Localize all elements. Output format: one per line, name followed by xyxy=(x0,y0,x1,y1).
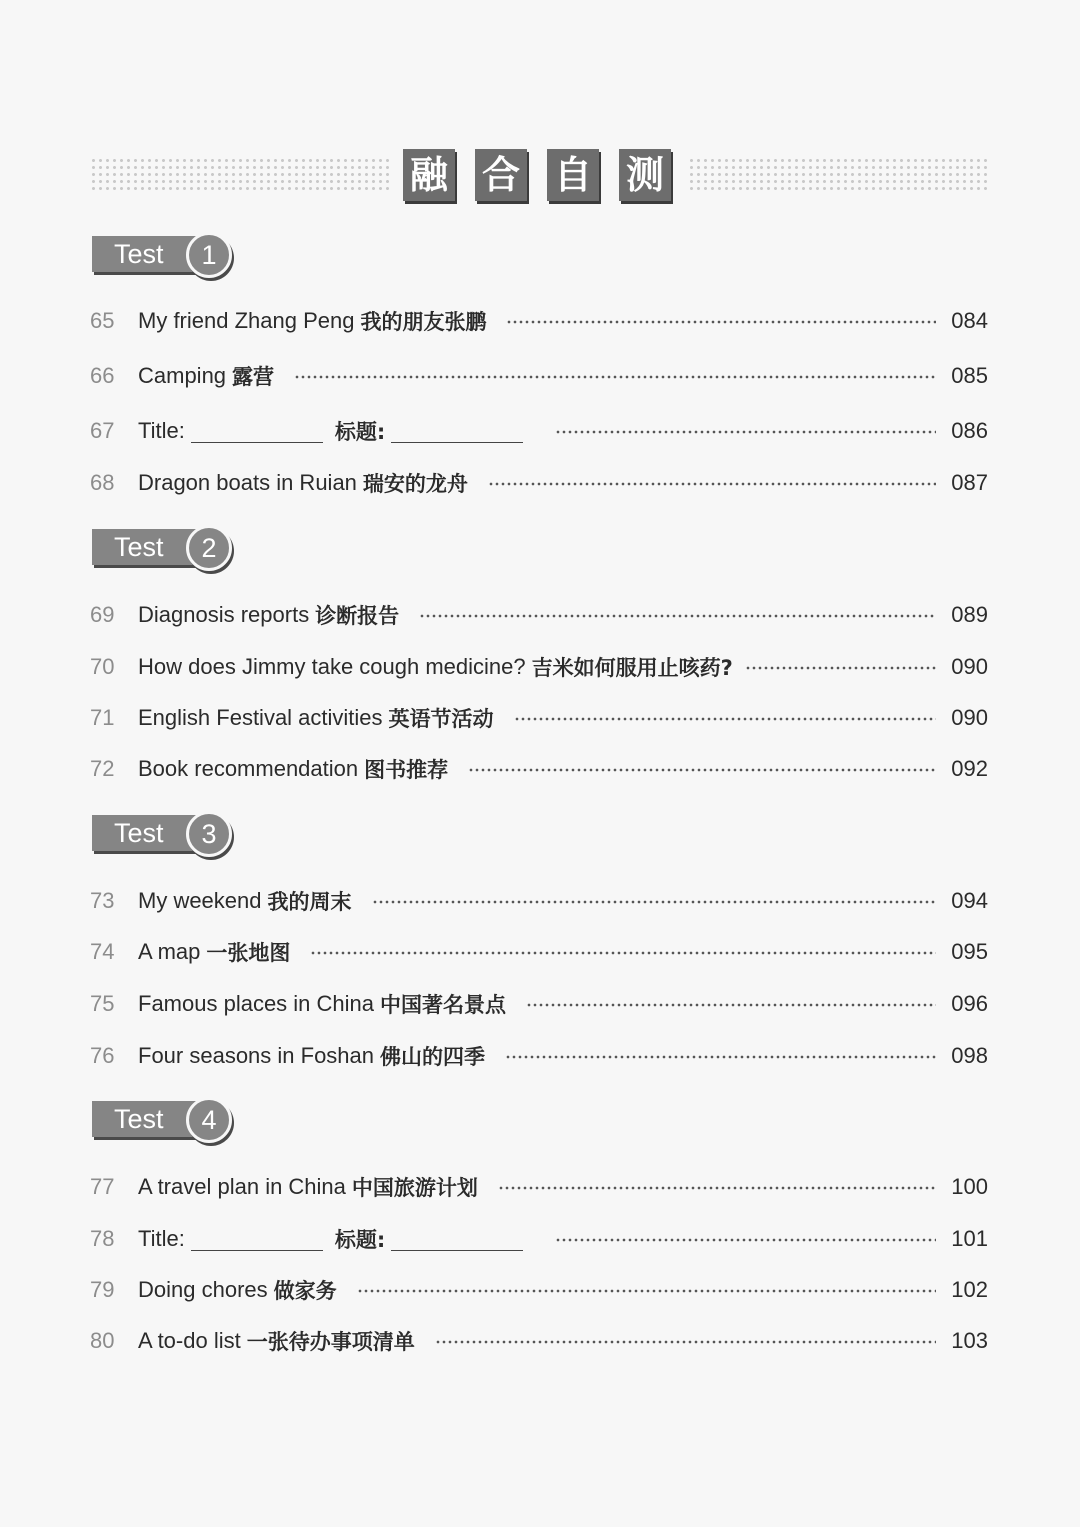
section-title xyxy=(403,149,671,201)
entry-title xyxy=(138,306,486,336)
entry-title-cn: 中国旅游计划 xyxy=(351,1176,478,1200)
entry-title-cn: 佛山的四季 xyxy=(380,1045,486,1069)
entry-page: 085 xyxy=(951,363,988,388)
title-blank xyxy=(191,420,323,443)
entry-title xyxy=(138,754,448,784)
entry-title-cn: 露营 xyxy=(232,365,275,389)
entry-title-en: A map xyxy=(138,939,201,964)
dot-leader xyxy=(555,430,936,434)
toc-entry[interactable] xyxy=(90,752,988,786)
toc-entry[interactable] xyxy=(90,987,988,1021)
dot-leader xyxy=(498,1186,936,1190)
toc-entry[interactable] xyxy=(90,650,988,684)
test-badge-4 xyxy=(92,1098,237,1142)
toc-entry[interactable] xyxy=(90,1039,988,1073)
entry-title xyxy=(138,652,733,682)
entry-title xyxy=(138,989,506,1019)
dot-leader xyxy=(357,1289,936,1293)
entry-title-cn: 我的周末 xyxy=(267,890,352,914)
dot-leader xyxy=(506,320,936,324)
entry-number: 65 xyxy=(90,308,115,333)
toc-entry[interactable] xyxy=(90,598,988,632)
entry-title-cn: 吉米如何服用止咳药? xyxy=(531,656,733,680)
entry-title xyxy=(138,600,399,630)
toc-entry[interactable] xyxy=(90,701,988,735)
title-blank-cn xyxy=(391,1228,523,1251)
toc-entry[interactable] xyxy=(90,1170,988,1204)
title-blank-cn xyxy=(391,420,523,443)
entry-page: 086 xyxy=(951,418,988,443)
dot-leader xyxy=(745,666,936,670)
entry-title-cn: 我的朋友张鹏 xyxy=(360,310,487,334)
entry-title-cn: 中国著名景点 xyxy=(380,993,507,1017)
entry-page: 103 xyxy=(951,1328,988,1353)
entry-page: 084 xyxy=(951,308,988,333)
dot-leader xyxy=(555,1238,936,1242)
entry-number: 75 xyxy=(90,991,115,1016)
entry-number: 70 xyxy=(90,654,115,679)
toc-entry[interactable] xyxy=(90,884,988,918)
decorative-dot-band-left xyxy=(90,157,390,193)
dot-leader xyxy=(488,482,936,486)
title-char: 融 xyxy=(403,149,455,201)
test-badge-number: 1 xyxy=(186,232,232,278)
entry-page: 087 xyxy=(951,470,988,495)
toc-entry[interactable] xyxy=(90,304,988,338)
entry-title xyxy=(138,886,352,916)
entry-title xyxy=(138,1041,485,1071)
decorative-dot-band-right xyxy=(688,157,988,193)
entry-title xyxy=(138,703,494,733)
entry-title-en: My friend Zhang Peng xyxy=(138,308,355,333)
dot-leader xyxy=(514,717,936,721)
toc-entry[interactable] xyxy=(90,466,988,500)
test-badge-label: Test xyxy=(92,1101,202,1137)
entry-title xyxy=(138,1275,337,1305)
dot-leader xyxy=(526,1003,936,1007)
entry-title xyxy=(138,361,274,391)
entry-title xyxy=(138,416,529,446)
test-badge-number: 2 xyxy=(186,525,232,571)
entry-title-en: Title: xyxy=(138,418,185,443)
entry-title-en: Diagnosis reports xyxy=(138,602,310,627)
title-char: 测 xyxy=(619,149,671,201)
entry-title-cn: 标题: xyxy=(334,420,386,444)
entry-title xyxy=(138,1224,529,1254)
entry-title-en: Dragon boats in Ruian xyxy=(138,470,357,495)
toc-entry[interactable] xyxy=(90,1273,988,1307)
dot-leader xyxy=(372,900,936,904)
entry-page: 098 xyxy=(951,1043,988,1068)
entry-title-cn: 一张地图 xyxy=(206,941,291,965)
entry-page: 101 xyxy=(951,1226,988,1251)
entry-number: 74 xyxy=(90,939,115,964)
entry-title-cn: 做家务 xyxy=(273,1279,337,1303)
entry-number: 77 xyxy=(90,1174,115,1199)
entry-number: 69 xyxy=(90,602,115,627)
dot-leader xyxy=(294,375,936,379)
entry-number: 66 xyxy=(90,363,115,388)
test-badge-number: 3 xyxy=(186,811,232,857)
entry-title xyxy=(138,1326,415,1356)
test-badge-3 xyxy=(92,812,237,856)
toc-entry[interactable] xyxy=(90,414,988,448)
entry-title-en: Doing chores xyxy=(138,1277,268,1302)
entry-title xyxy=(138,468,468,498)
dot-leader xyxy=(435,1340,936,1344)
section-header xyxy=(90,145,988,205)
toc-entry[interactable] xyxy=(90,359,988,393)
entry-title-cn: 一张待办事项清单 xyxy=(246,1330,415,1354)
dot-leader xyxy=(468,768,936,772)
test-badge-number: 4 xyxy=(186,1097,232,1143)
entry-number: 67 xyxy=(90,418,115,443)
entry-title-en: My weekend xyxy=(138,888,262,913)
entry-page: 096 xyxy=(951,991,988,1016)
dot-leader xyxy=(310,951,936,955)
entry-page: 090 xyxy=(951,705,988,730)
entry-page: 094 xyxy=(951,888,988,913)
entry-number: 73 xyxy=(90,888,115,913)
entry-page: 095 xyxy=(951,939,988,964)
test-badge-label: Test xyxy=(92,815,202,851)
title-char: 自 xyxy=(547,149,599,201)
entry-title xyxy=(138,937,290,967)
test-badge-2 xyxy=(92,526,237,570)
entry-number: 71 xyxy=(90,705,115,730)
entry-title-cn: 标题: xyxy=(334,1228,386,1252)
entry-number: 68 xyxy=(90,470,115,495)
entry-number: 78 xyxy=(90,1226,115,1251)
test-badge-label: Test xyxy=(92,236,202,272)
dot-leader xyxy=(419,614,936,618)
dot-leader xyxy=(505,1055,936,1059)
entry-title-en: Four seasons in Foshan xyxy=(138,1043,375,1068)
toc-entry[interactable] xyxy=(90,935,988,969)
entry-title-cn: 英语节活动 xyxy=(388,707,494,731)
entry-title xyxy=(138,1172,478,1202)
entry-page: 090 xyxy=(951,654,988,679)
entry-number: 72 xyxy=(90,756,115,781)
entry-title-en: A travel plan in China xyxy=(138,1174,346,1199)
test-badge-1 xyxy=(92,233,237,277)
entry-title-en: Camping xyxy=(138,363,227,388)
entry-title-cn: 瑞安的龙舟 xyxy=(362,472,468,496)
test-badge-label: Test xyxy=(92,529,202,565)
entry-title-en: How does Jimmy take cough medicine? xyxy=(138,654,526,679)
title-char: 合 xyxy=(475,149,527,201)
toc-entry[interactable] xyxy=(90,1222,988,1256)
entry-page: 089 xyxy=(951,602,988,627)
entry-title-en: A to-do list xyxy=(138,1328,241,1353)
entry-page: 102 xyxy=(951,1277,988,1302)
entry-page: 100 xyxy=(951,1174,988,1199)
entry-number: 80 xyxy=(90,1328,115,1353)
toc-entry[interactable] xyxy=(90,1324,988,1358)
title-blank xyxy=(191,1228,323,1251)
entry-title-en: English Festival activities xyxy=(138,705,383,730)
entry-title-en: Famous places in China xyxy=(138,991,375,1016)
entry-number: 79 xyxy=(90,1277,115,1302)
entry-title-cn: 诊断报告 xyxy=(315,604,400,628)
entry-title-cn: 图书推荐 xyxy=(364,758,449,782)
entry-title-en: Title: xyxy=(138,1226,185,1251)
entry-page: 092 xyxy=(951,756,988,781)
entry-title-en: Book recommendation xyxy=(138,756,359,781)
entry-number: 76 xyxy=(90,1043,115,1068)
